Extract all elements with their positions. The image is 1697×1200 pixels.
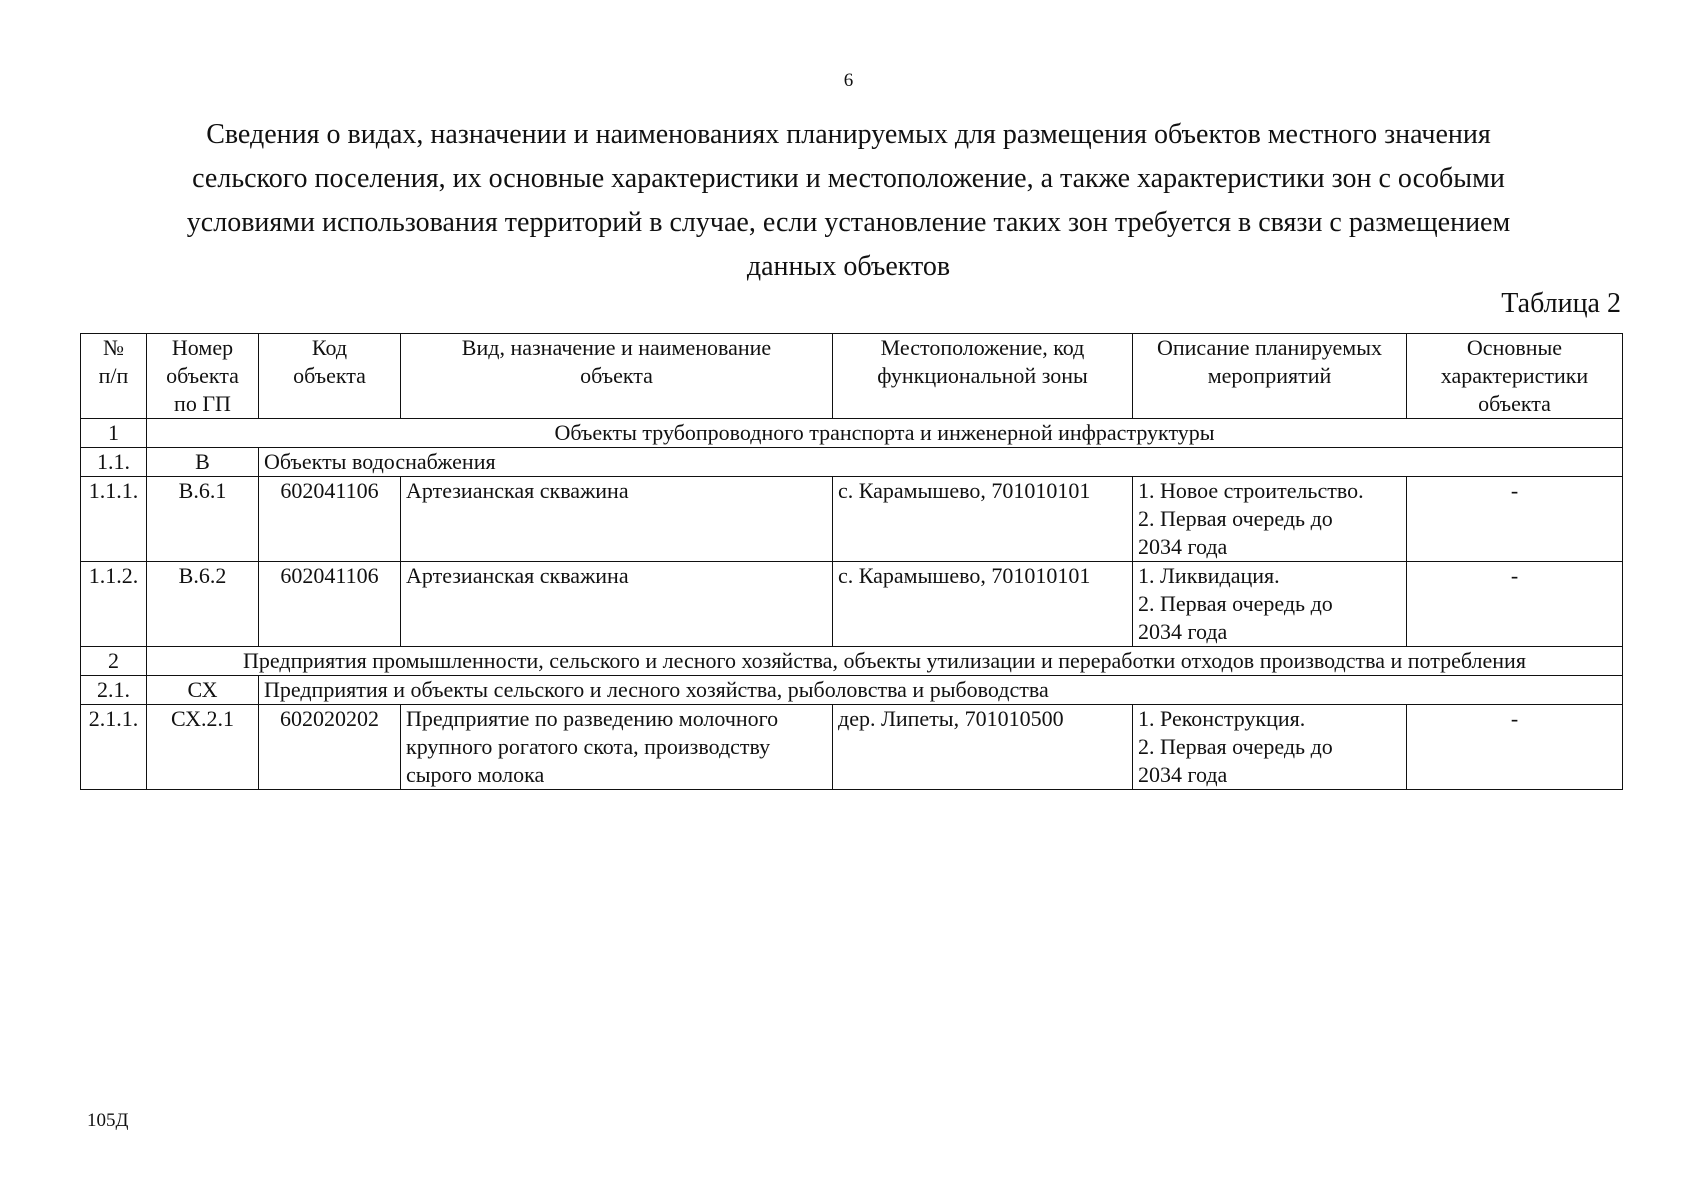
title-line: Сведения о видах, назначении и наименованиях планируемых для размещения объектов местного значения <box>206 119 1491 150</box>
header-characteristics: Основные характеристики объекта <box>1407 334 1623 419</box>
row-characteristics: - <box>1407 562 1623 647</box>
row-characteristics: - <box>1407 705 1623 790</box>
group-title: Предприятия и объекты сельского и лесного хозяйства, рыболовства и рыбоводства <box>259 676 1623 705</box>
document-title <box>120 113 1577 289</box>
group-row <box>81 676 1623 705</box>
row-description: 1. Ликвидация. 2. Первая очередь до 2034 года <box>1133 562 1407 647</box>
header-object-code: Код объекта <box>259 334 401 419</box>
section-title: Предприятия промышленности, сельского и лесного хозяйства, объекты утилизации и переработки отходов производства и потребления <box>147 647 1623 676</box>
footer-code: 105Д <box>87 1110 129 1131</box>
row-object-name: Артезианская скважина <box>401 477 833 562</box>
header-object-name: Вид, назначение и наименование объекта <box>401 334 833 419</box>
title-line: условиями использования территорий в случае, если установление таких зон требуется в связи с размещением <box>186 207 1511 238</box>
row-description: 1. Новое строительство. 2. Первая очередь до 2034 года <box>1133 477 1407 562</box>
group-code: В <box>147 448 259 477</box>
table-row <box>81 705 1623 790</box>
row-location: дер. Липеты, 701010500 <box>833 705 1133 790</box>
group-code: СХ <box>147 676 259 705</box>
group-number: 2.1. <box>81 676 147 705</box>
header-number: № п/п <box>81 334 147 419</box>
group-row <box>81 448 1623 477</box>
row-gp-number: СХ.2.1 <box>147 705 259 790</box>
row-description: 1. Реконструкция. 2. Первая очередь до 2034 года <box>1133 705 1407 790</box>
objects-table <box>80 333 1623 790</box>
group-number: 1.1. <box>81 448 147 477</box>
row-location: с. Карамышево, 701010101 <box>833 477 1133 562</box>
row-gp-number: В.6.2 <box>147 562 259 647</box>
row-location: с. Карамышево, 701010101 <box>833 562 1133 647</box>
row-number: 1.1.2. <box>81 562 147 647</box>
section-title: Объекты трубопроводного транспорта и инженерной инфраструктуры <box>147 419 1623 448</box>
title-line: данных объектов <box>746 251 951 282</box>
row-object-code: 602041106 <box>259 477 401 562</box>
section-row <box>81 419 1623 448</box>
section-row <box>81 647 1623 676</box>
row-gp-number: В.6.1 <box>147 477 259 562</box>
table-row <box>81 562 1623 647</box>
row-object-code: 602020202 <box>259 705 401 790</box>
page-number: 6 <box>843 70 854 91</box>
table-row <box>81 477 1623 562</box>
group-title: Объекты водоснабжения <box>259 448 1623 477</box>
header-gp-number: Номер объекта по ГП <box>147 334 259 419</box>
row-number: 2.1.1. <box>81 705 147 790</box>
header-location: Местоположение, код функциональной зоны <box>833 334 1133 419</box>
row-number: 1.1.1. <box>81 477 147 562</box>
title-line: сельского поселения, их основные характеристики и местоположение, а также характеристики зон с особыми <box>192 163 1505 194</box>
row-characteristics: - <box>1407 477 1623 562</box>
row-object-code: 602041106 <box>259 562 401 647</box>
table-caption: Таблица 2 <box>1501 288 1621 319</box>
row-object-name: Предприятие по разведению молочного крупного рогатого скота, производству сырого молока <box>401 705 833 790</box>
header-description: Описание планируемых мероприятий <box>1133 334 1407 419</box>
table-header-row <box>81 334 1623 419</box>
section-number: 2 <box>81 647 147 676</box>
row-object-name: Артезианская скважина <box>401 562 833 647</box>
section-number: 1 <box>81 419 147 448</box>
